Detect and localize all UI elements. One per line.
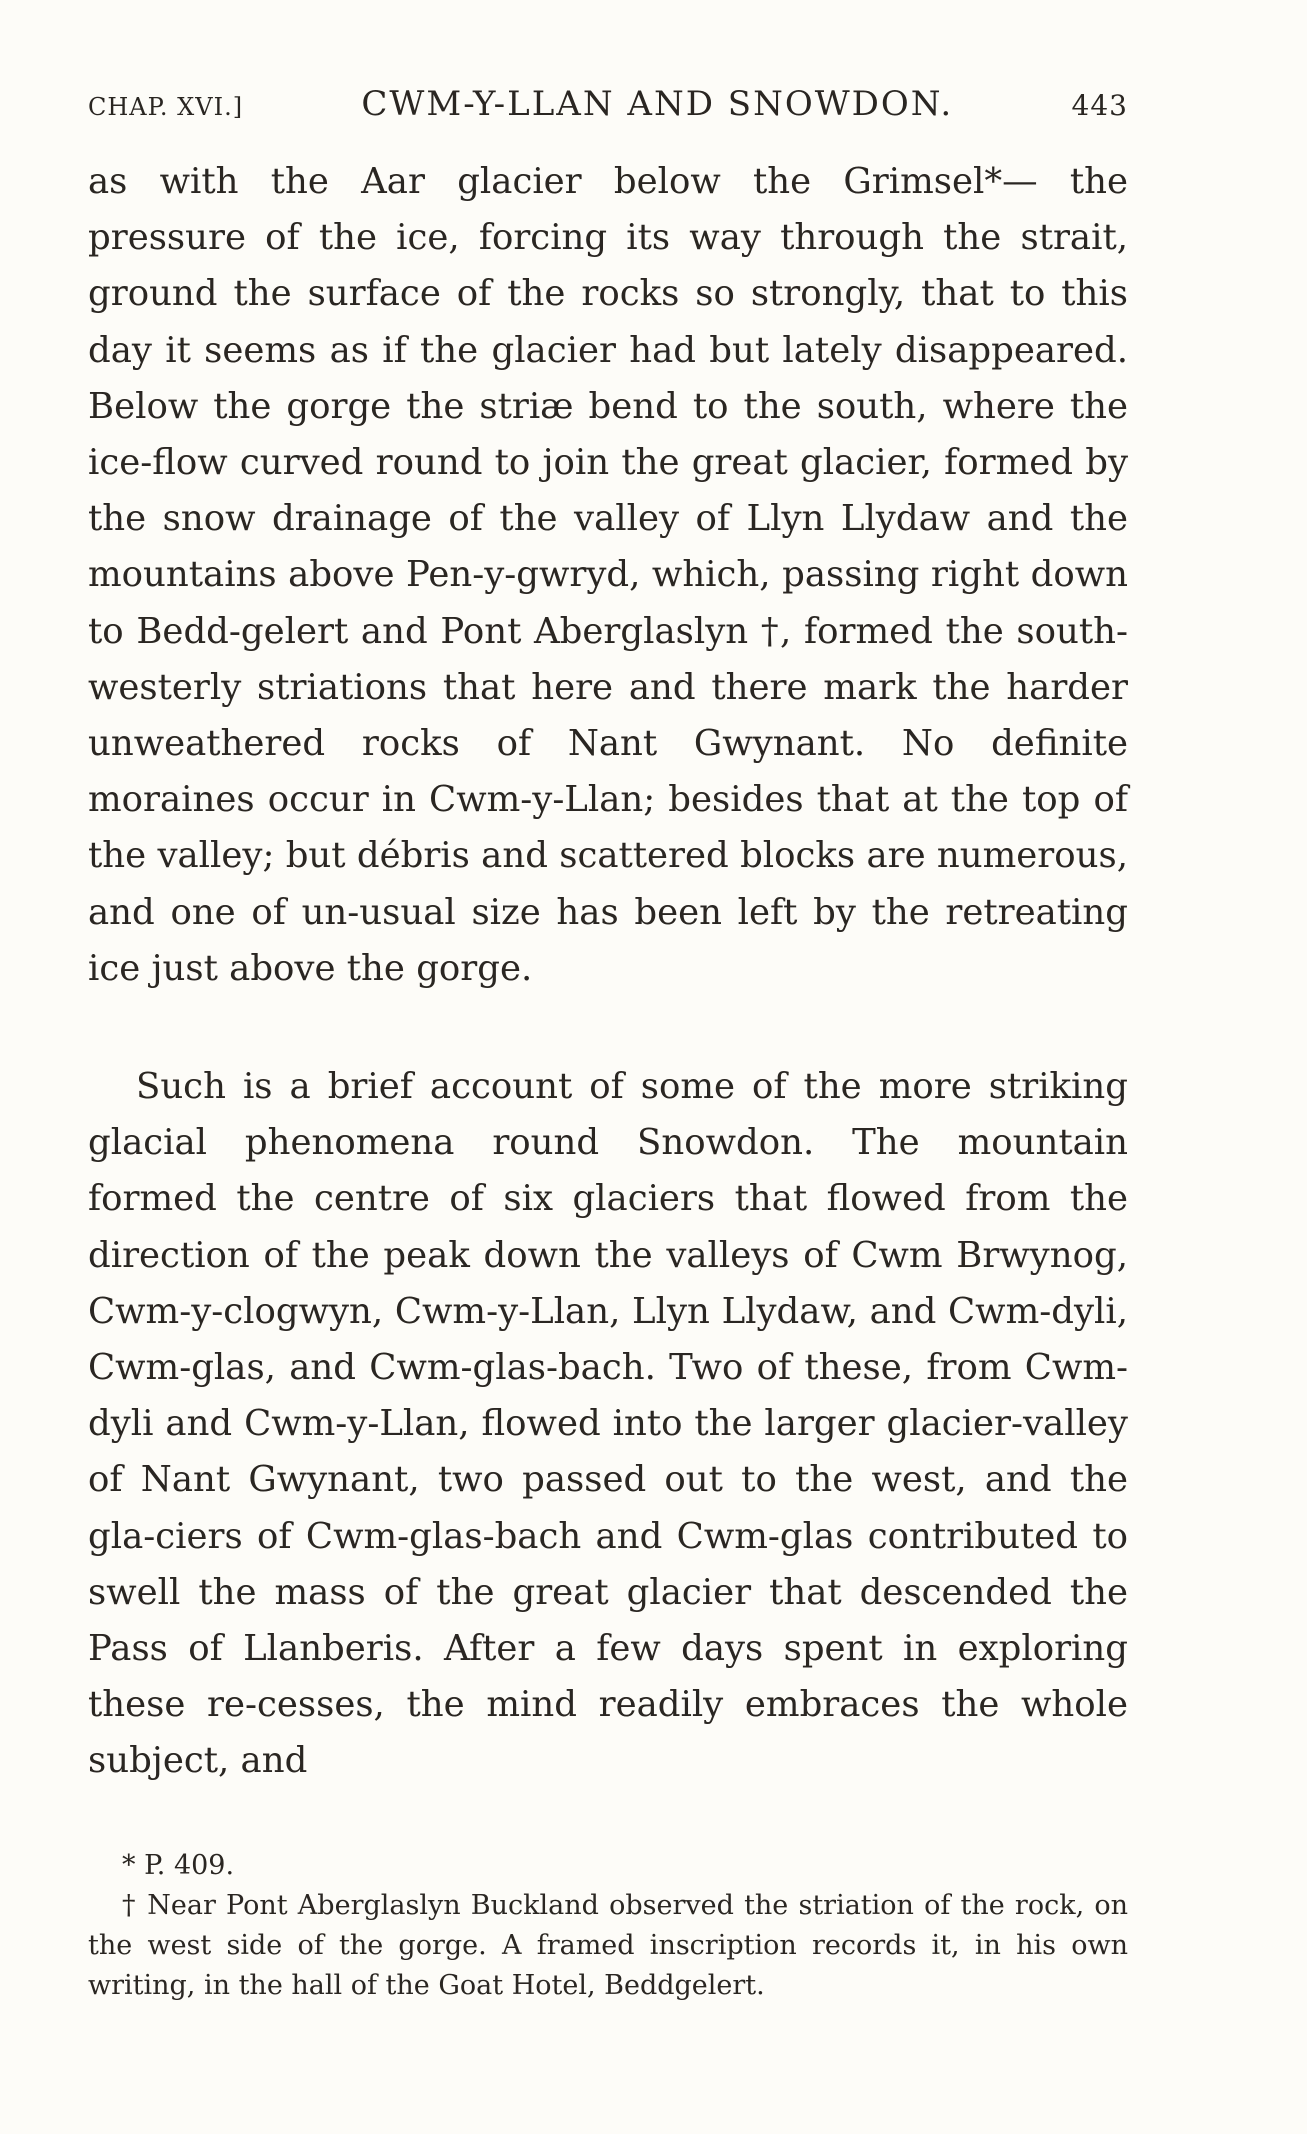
footnote-1: * P. 409. — [122, 1849, 235, 1881]
running-header — [88, 84, 1128, 124]
footnotes — [88, 1846, 1128, 2006]
footnote-2: † Near Pont Aberglaslyn Buckland observed the striation of the rock, on the west side of the gorge. A framed inscription records it, in his own writing, in the hall of the Goat Hotel, Beddgelert. — [88, 1889, 1128, 2001]
body-paragraph-2: Such is a brief account of some of the more striking glacial phenomena round Snowdon. The mountain formed the centre of six glaciers that flowed from the direction of the peak down the valleys of Cwm Brwynog, Cwm-y-clogwyn, Cwm-y-Llan, Llyn Llydaw, and Cwm-dyli, Cwm-glas, and Cwm-glas-bach. Two of these, from Cwm-dyli and Cwm-y-Llan, flowed into the larger glacier-valley of Nant Gwynant, two passed out to the west, and the gla-ciers of Cwm-glas-bach and Cwm-glas contributed to swell the mass of the great glacier that descended the Pass of Llanberis. After a few days spent in exploring these re-cesses, the mind readily embraces the whole subject, and — [88, 1066, 1128, 1782]
chapter-label: CHAP. XVI.] — [88, 93, 244, 121]
body-paragraph-1: as with the Aar glacier below the Grimsel*— the pressure of the ice, forcing its way through the strait, ground the surface of the rocks so strongly, that to this day it seems as if the glacier had but lately disappeared. Below the gorge the striæ bend to the south, where the ice-flow curved round to join the great glacier, formed by the snow drainage of the valley of Llyn Llydaw and the mountains above Pen-y-gwryd, which, passing right down to Bedd-gelert and Pont Aberglaslyn †, formed the south-westerly striations that here and there mark the harder unweathered rocks of Nant Gwynant. No definite moraines occur in Cwm-y-Llan; besides that at the top of the valley; but débris and scattered blocks are numerous, and one of un-usual size has been left by the retreating ice just above the gorge. — [88, 161, 1128, 989]
running-title: CWM-Y-LLAN AND SNOWDON. — [361, 84, 954, 124]
book-page — [88, 84, 1128, 2006]
page-number: 443 — [1071, 89, 1128, 122]
